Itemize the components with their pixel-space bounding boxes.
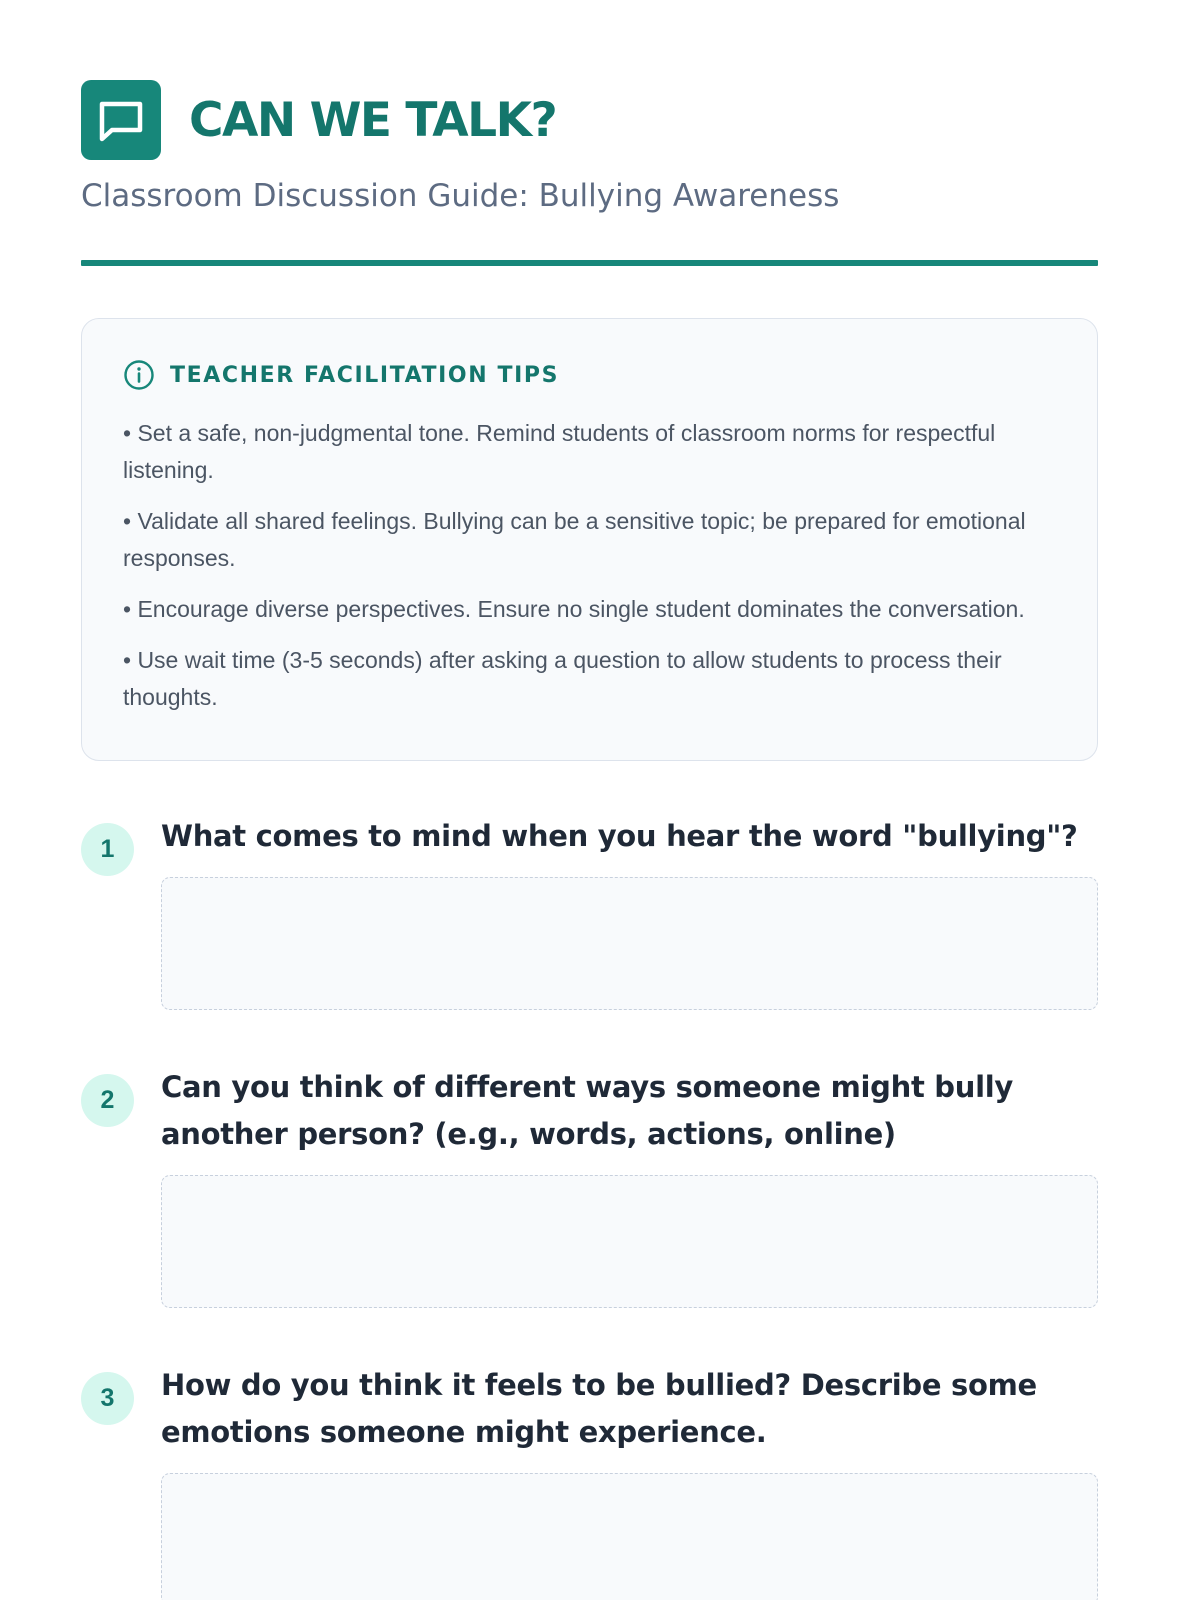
question-1 (81, 819, 1098, 1010)
question-number-badge: 2 (81, 1074, 134, 1127)
tip-item: • Validate all shared feelings. Bullying can be a sensitive topic; be prepared for emotional responses. (123, 508, 1026, 572)
page-title: CAN WE TALK? (189, 92, 557, 148)
teacher-tips-panel (81, 318, 1098, 761)
question-3 (81, 1368, 1098, 1600)
tips-title: TEACHER FACILITATION TIPS (170, 362, 560, 388)
question-body (161, 819, 1098, 1010)
question-body (161, 1070, 1098, 1308)
question-number-badge: 1 (81, 823, 134, 876)
page-subtitle: Classroom Discussion Guide: Bullying Awareness (81, 178, 840, 214)
tips-list (123, 415, 1057, 716)
question-body (161, 1368, 1098, 1600)
question-text: What comes to mind when you hear the word "bullying"? (161, 819, 1078, 854)
question-number-badge: 3 (81, 1372, 134, 1425)
question-text: How do you think it feels to be bullied? Describe some emotions someone might experience. (161, 1368, 1037, 1450)
header (81, 80, 1098, 160)
tip-item: • Set a safe, non-judgmental tone. Remind students of classroom norms for respectful listening. (123, 420, 996, 484)
answer-box[interactable] (161, 1473, 1098, 1600)
tip-item: • Use wait time (3-5 seconds) after asking a question to allow students to process their thoughts. (123, 647, 1002, 711)
header-divider (81, 260, 1098, 266)
chat-bubble-icon (81, 80, 161, 160)
question-text: Can you think of different ways someone might bully another person? (e.g., words, actions, online) (161, 1070, 1013, 1152)
info-icon (123, 359, 155, 391)
question-2 (81, 1070, 1098, 1308)
tips-header (123, 359, 1057, 391)
tip-item: • Encourage diverse perspectives. Ensure no single student dominates the conversation. (123, 596, 1025, 623)
answer-box[interactable] (161, 877, 1098, 1010)
answer-box[interactable] (161, 1175, 1098, 1308)
